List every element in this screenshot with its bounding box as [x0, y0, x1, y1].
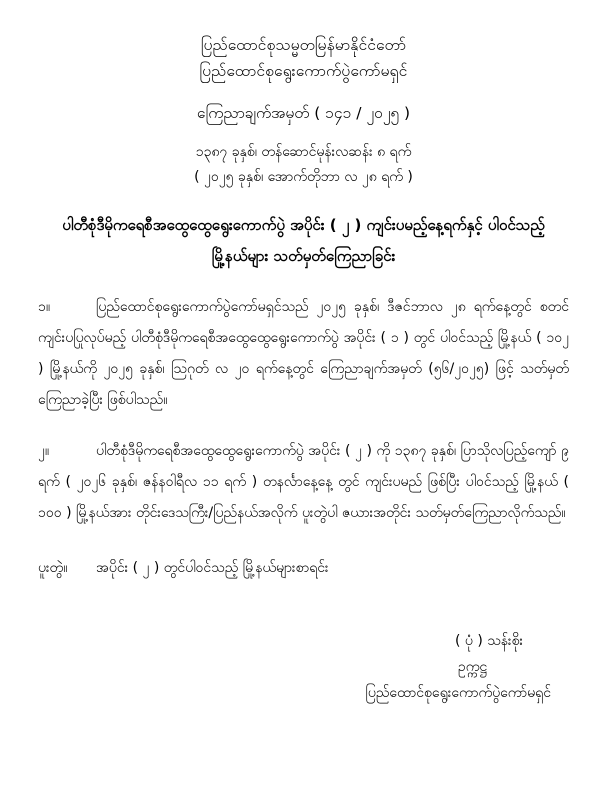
date-gregorian: ( ၂၀၂၅ ခုနှစ်၊ အောက်တိုဘာ လ ၂၈ ရက် ) — [194, 169, 413, 185]
header-commission-line: ပြည်ထောင်စုရွေးကောက်ပွဲကော်မရှင် — [199, 62, 408, 80]
attachment-note — [38, 553, 569, 584]
subject-line-1: ပါတီစုံဒီမိုကရေစီအထွေထွေရွေးကောက်ပွဲ အပိုင်း ( ၂ ) ကျင်းပမည့်နေ့ရက်နှင့် ပါဝင်သည့် — [62, 216, 545, 234]
subject-line-2: မြို့နယ်များ သတ်မှတ်ကြေညာခြင်း — [211, 247, 396, 265]
attachment-text: အပိုင်း ( ၂ ) တွင်ပါဝင်သည့် မြို့နယ်များစာရင်း — [96, 560, 329, 576]
document-subject — [38, 210, 569, 272]
signature-organization: ပြည်ထောင်စုရွေးကောက်ပွဲကော်မရှင် — [365, 685, 551, 701]
paragraph-2-text: ပါတီစုံဒီမိုကရေစီအထွေထွေရွေးကောက်ပွဲ အပိုင်း ( ၂ ) ကို ၁၃၈၇ ခုနှစ်၊ ပြာသိုလပြည့်ကျော် ၉ ရက် ( ၂၀၂၆ ခုနှစ်၊ ဇန်နဝါရီလ ၁၁ ရက် ) တနင်္လာနေ့နေ့ တွင် ကျင်းပမည် ဖြစ်ပြီး ပါဝင်သည့် မြို့နယ် ( ၁၀၀ ) မြို့နယ်အား တိုင်းဒေသကြီး/ပြည်နယ်အလိုက် ပူးတွဲပါ ဇယားအတိုင်း သတ်မှတ်ကြေညာလိုက်သည်။ — [38, 443, 569, 521]
paragraph-1-text: ပြည်ထောင်စုရွေးကောက်ပွဲကော်မရှင်သည် ၂၀၂၅ ခုနှစ်၊ ဒီဇင်ဘာလ ၂၈ ရက်နေ့တွင် စတင်ကျင်းပပြုလုပ်မည့် ပါတီစုံဒီမိုကရေစီအထွေထွေရွေးကောက်ပွဲ အပိုင်း ( ၁ ) တွင် ပါဝင်သည့် မြို့နယ် ( ၁၀၂ ) မြို့နယ်ကို ၂၀၂၅ ခုနှစ်၊ ဩဂုတ် လ ၂၀ ရက်နေ့တွင် ကြေညာချက်အမှတ် (၅၆/၂၀၂၅) ဖြင့် သတ်မှတ်ကြေညာခဲ့ပြီး ဖြစ်ပါသည်။ — [38, 299, 569, 408]
paragraph-2-number: ၂။ — [38, 443, 50, 459]
signature-title: ဥက္ကဋ္ဌ — [457, 659, 487, 675]
signature-name: ( ပုံ ) သန်းစိုး — [454, 633, 523, 649]
signature-block — [38, 628, 569, 706]
attachment-label: ပူးတွဲ။ — [38, 560, 68, 576]
announcement-number: ကြေညာချက်အမှတ် ( ၁၄၁ / ၂၀၂၅ ) — [196, 104, 411, 122]
paragraph-1-number: ၁။ — [38, 299, 51, 315]
paragraph-1 — [38, 292, 569, 416]
paragraph-2 — [38, 436, 569, 529]
header-country-line: ပြည်ထောင်စုသမ္မတမြန်မာနိုင်ငံတော် — [200, 36, 407, 54]
date-myanmar: ၁၃၈၇ ခုနှစ်၊ တန်ဆောင်မုန်းလဆန်း ၈ ရက် — [195, 144, 412, 160]
